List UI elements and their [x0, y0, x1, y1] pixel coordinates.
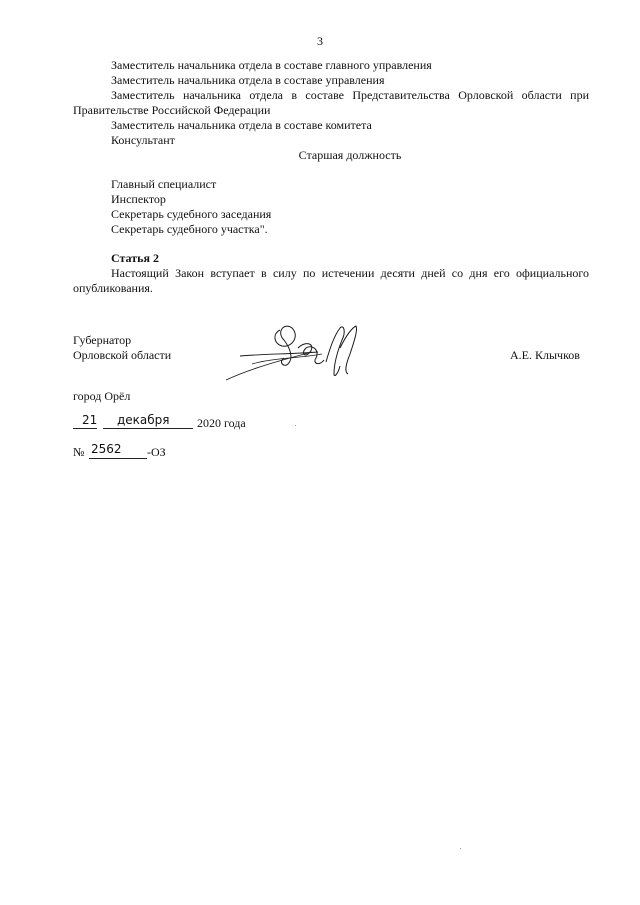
senior-position-item: Секретарь судебного заседания	[111, 207, 272, 221]
article-title: Статья 2	[111, 251, 159, 265]
date-day-line	[73, 428, 97, 429]
law-number-prefix: №	[73, 445, 85, 459]
senior-position-heading: Старшая должность	[298, 148, 402, 162]
signatory-name: А.Е. Клычков	[510, 348, 580, 362]
signatory-title-line1: Губернатор	[73, 333, 132, 347]
law-number-value: 2562	[91, 442, 122, 456]
position-item-continued: Правительстве Российской Федерации	[73, 103, 271, 117]
senior-position-item: Главный специалист	[111, 177, 217, 191]
scan-speck	[460, 848, 461, 849]
signatory-title-line2: Орловской области	[73, 348, 172, 362]
law-number-line	[89, 458, 147, 459]
date-month-line	[103, 428, 193, 429]
page-number: 3	[317, 34, 323, 48]
senior-position-item: Инспектор	[111, 192, 166, 206]
place-of-signing: город Орёл	[73, 389, 131, 403]
date-year: 2020 года	[197, 416, 246, 430]
date-month: декабря	[117, 413, 170, 427]
position-item: Заместитель начальника отдела в составе комитета	[111, 118, 372, 132]
date-day: 21	[82, 413, 98, 427]
handwritten-signature	[222, 318, 362, 388]
position-item: Заместитель начальника отдела в составе управления	[111, 73, 385, 87]
senior-position-item: Секретарь судебного участка".	[111, 222, 268, 236]
position-item: Консультант	[111, 133, 175, 147]
scan-speck	[295, 425, 296, 426]
article-text: Настоящий Закон вступает в силу по истечении десяти дней со дня его официального опубликования.	[73, 266, 589, 295]
position-item: Заместитель начальника отдела в составе главного управления	[111, 58, 432, 72]
position-item: Заместитель начальника отдела в составе Представительства Орловской области при	[111, 88, 589, 102]
law-number-suffix: -ОЗ	[147, 445, 166, 459]
